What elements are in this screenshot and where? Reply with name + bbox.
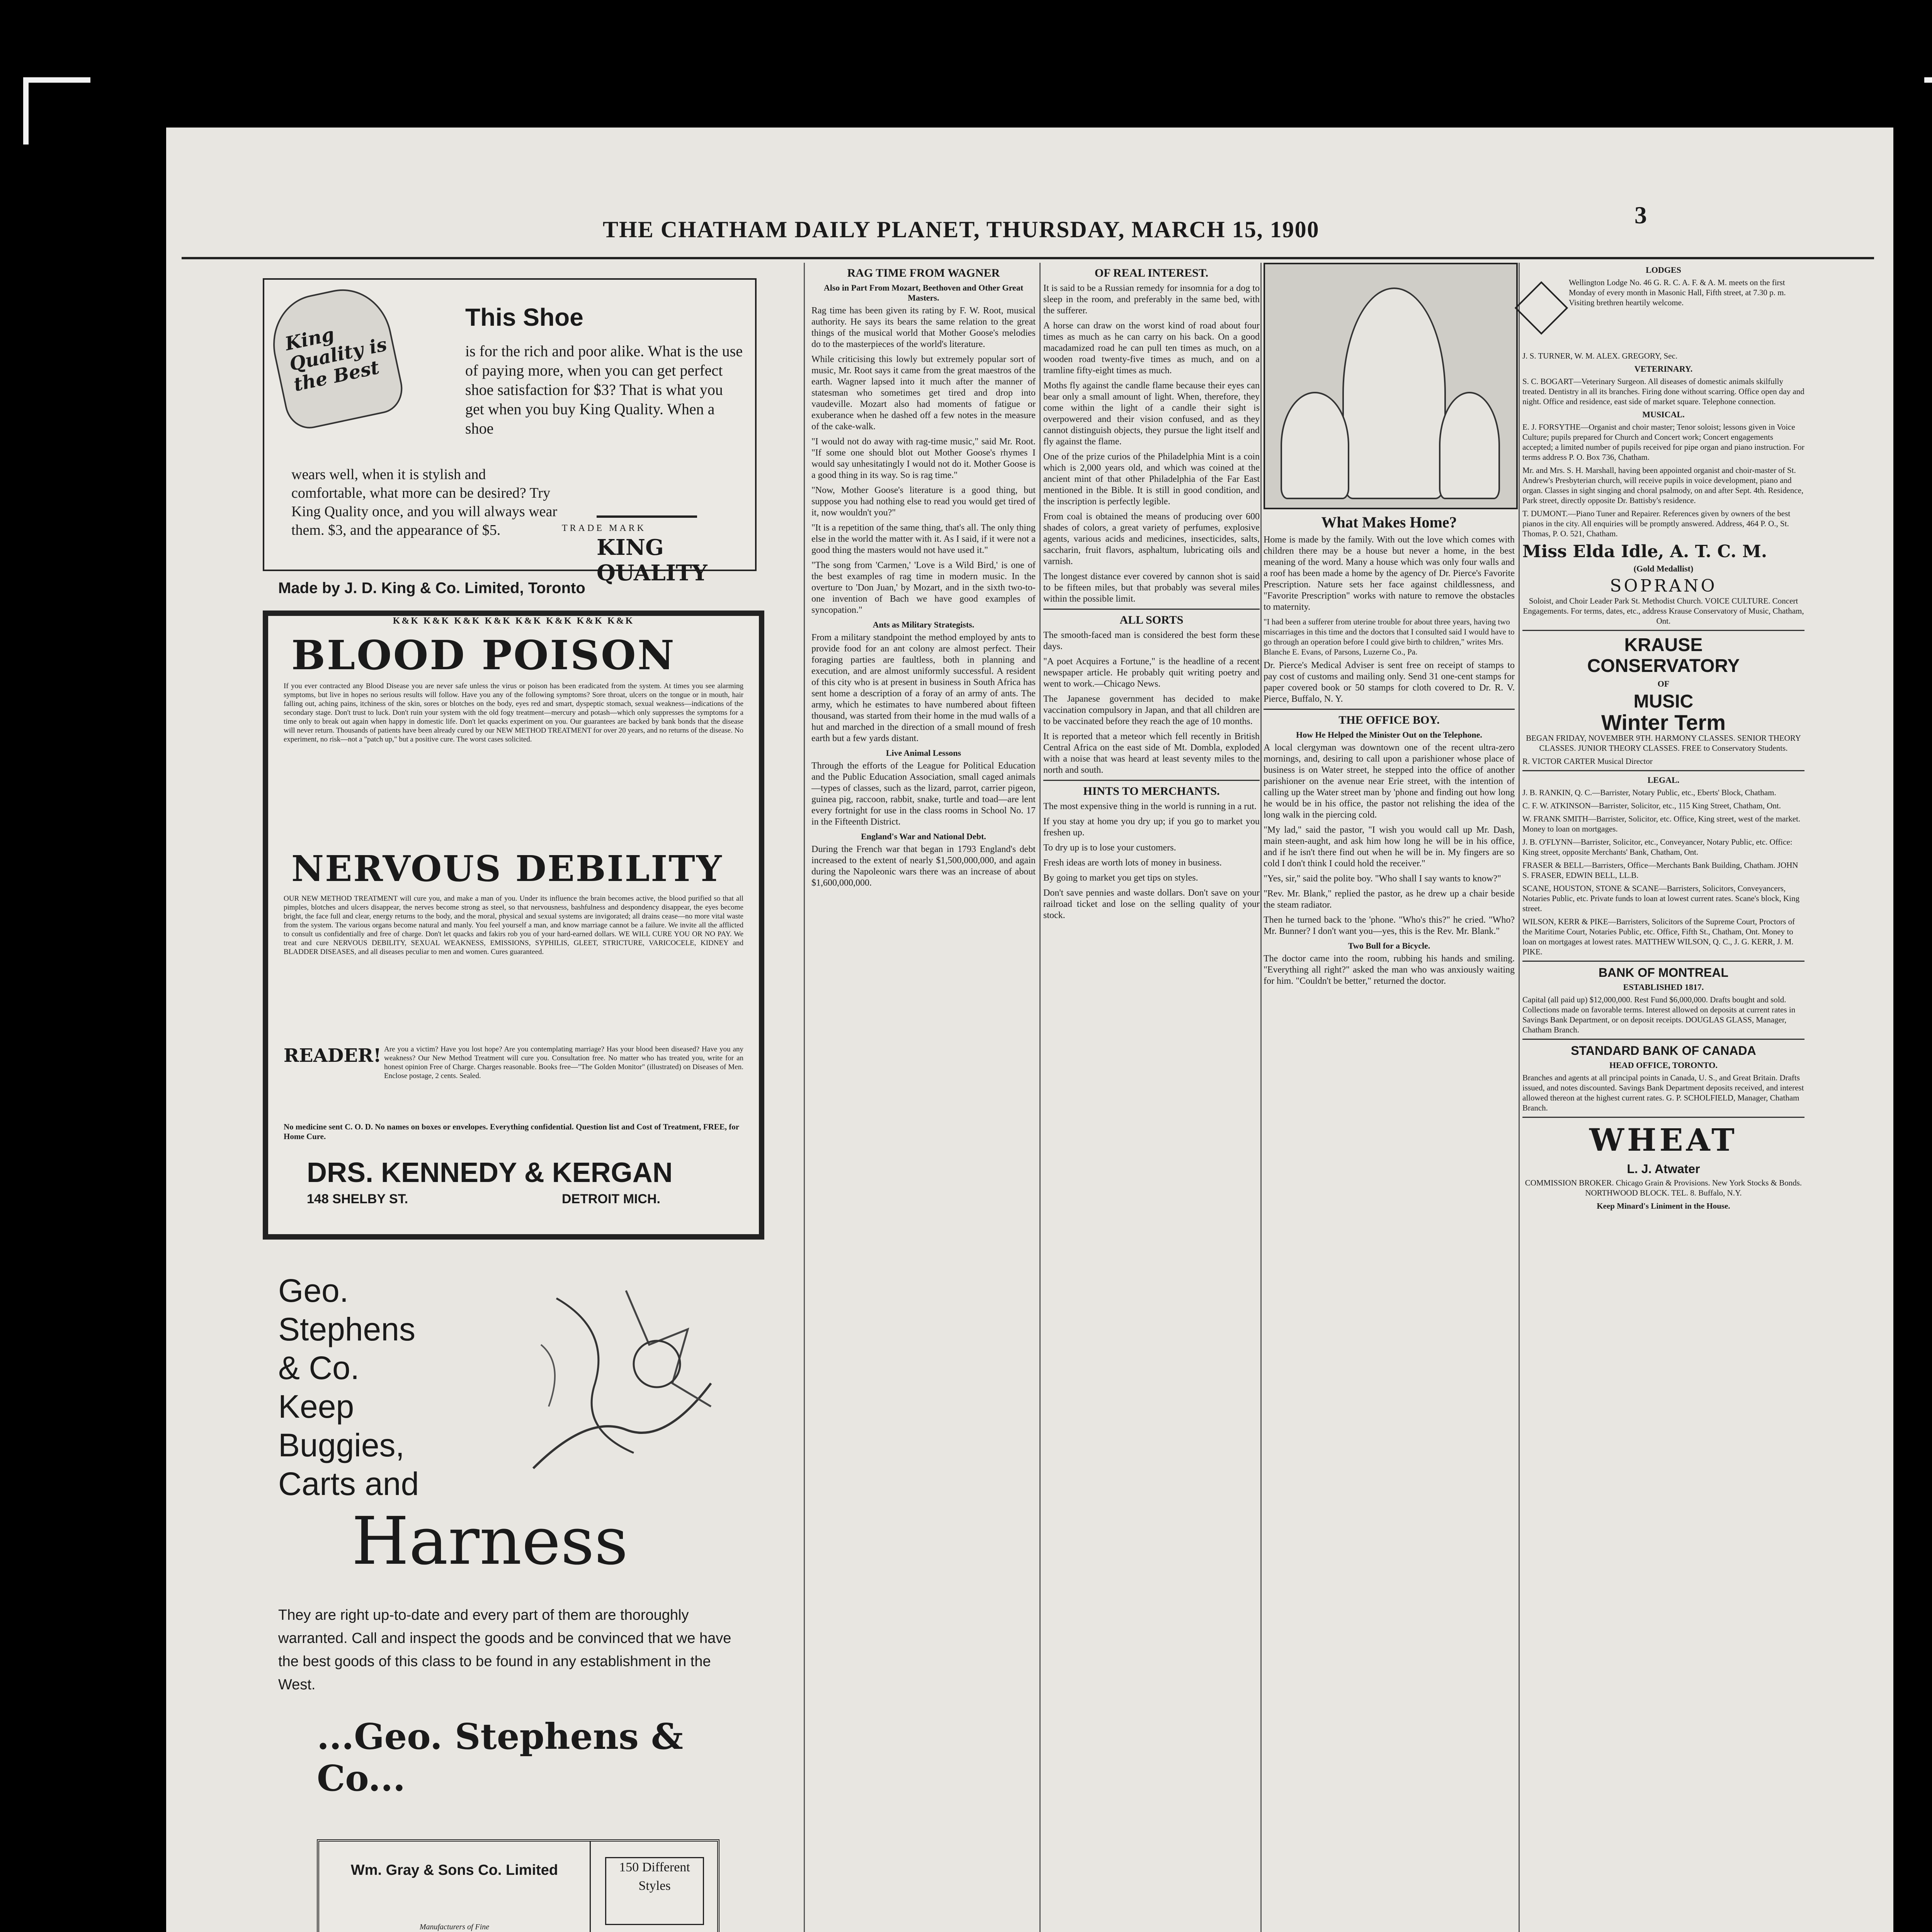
article-paragraph: "Now, Mother Goose's literature is a good thing, but suppose you had nothing else to read you would get tired of it, now wouldn't you?" bbox=[811, 485, 1036, 518]
article-paragraph: "Rev. Mr. Blank," replied the pastor, as he drew up a chair beside the steam radiator. bbox=[1264, 889, 1515, 910]
krause-name: CONSERVATORY bbox=[1587, 656, 1740, 676]
section-rule bbox=[1522, 1117, 1804, 1118]
listing: FRASER & BELL—Barristers, Office—Merchants Bank Building, Chatham. JOHN S. FRASER, EDWIN BELL, LL.B. bbox=[1522, 861, 1798, 880]
section-rule bbox=[1043, 780, 1260, 781]
blood-poison-ad bbox=[263, 611, 764, 1240]
krause-name: MUSIC bbox=[1633, 691, 1694, 712]
article-paragraph: A local clergyman was downtown one of the recent ultra-zero mornings, and, desiring to call upon a parishioner whose place of business is on Water street, he stepped into the office of another parishioner on the avenue near Erie street, with the intention of calling up the Water street man by 'phone and finding out how long he would be in his office, the pastor not relishing the idea of the long walk in the piercing cold. bbox=[1264, 743, 1515, 820]
listing: J. B. O'FLYNN—Barrister, Solicitor, etc., Conveyancer, Notary Public, etc. Office: King street, opposite Merchants' Bank, Chatham, Ont. bbox=[1522, 837, 1793, 857]
mother-children-engraving bbox=[1264, 263, 1518, 509]
article-paragraph: One of the prize curios of the Philadelphia Mint is a coin which is 2,000 years old, and which was coined at the ancient mint of that other Philadelphia of the Far East mentioned in the Bible. It is still in good condition, and the inscription is perfectly legible. bbox=[1043, 452, 1260, 507]
section-rule bbox=[1522, 630, 1804, 631]
king-quality-shoe-ad bbox=[263, 278, 757, 586]
section-rule bbox=[1522, 1039, 1804, 1040]
article-subhead: How He Helped the Minister Out on the Telephone. bbox=[1296, 730, 1482, 740]
masthead: THE CHATHAM DAILY PLANET, THURSDAY, MARCH 15, 1900 bbox=[603, 217, 1320, 242]
article-paragraph: The most expensive thing in the world is running in a rut. bbox=[1043, 801, 1257, 811]
article-headline: What Makes Home? bbox=[1321, 514, 1457, 531]
blood-poison-text: If you ever contracted any Blood Disease you are never safe unless the virus or poison has been eradicated from the system. At times you see alarming symptoms, but live in hopes no serious results will follow. Have you any of the following symptoms? Sore throat, ulcers on the tongue or in mouth, hair falling out, aching pains, itchiness of the skin, sores or blotches on the body, eyes red and smart, dyspeptic stomach, sexual weakness—indications of the secondary stage. Don't trust to luck. Don't ruin your system with the old fogy treatment—mercury and potash—which only suppresses the symptoms for a time only to break out again when happy in domestic life. Don't let quacks experiment on you. Our guarantees are backed by bank bonds that the disease will never return. Thousands of patients have been already cured by our NEW METHOD TREATMENT for over 20 years, and no returns of the disease. No experiment, no risk—not a "patch up," but a positive cure. The worst cases solicited. bbox=[284, 682, 743, 743]
reader-callout: READER! bbox=[284, 1045, 381, 1066]
blood-poison-heading: BLOOD POISON bbox=[291, 631, 676, 679]
bank-head-office: HEAD OFFICE, TORONTO. bbox=[1609, 1060, 1718, 1070]
elda-idle-medal: (Gold Medallist) bbox=[1633, 564, 1694, 573]
name-line: Keep bbox=[278, 1388, 354, 1425]
article-paragraph: Rag time has been given its rating by F. W. Root, musical authority. He says its bears the same relation to the great things of the musical world that Mother Goose's melodies do to the masterpieces of the world's literature. bbox=[811, 306, 1036, 349]
article-paragraph: Home is made by the family. With out the love which comes with children there may be a house but never a home, in the best meaning of the word. Many a house which was only four walls and a roof has been made a home by the agency of Dr. Pierce's Favorite Prescription. Nature sets her face against childlessness, and "Favorite Prescription" works with nature to remove the obstacles to maternity. bbox=[1264, 535, 1515, 612]
stephens-ad-body: They are right up-to-date and every part of them are thoroughly warranted. Call and inspect the goods and be convinced that we have the best goods of this class to be found in any establishment in the West. bbox=[278, 1607, 731, 1693]
article-paragraph: "A poet Acquires a Fortune," is the headline of a recent newspaper article. He probably quit writing poetry and went to work.—Chicago News. bbox=[1043, 656, 1260, 689]
listing: E. J. FORSYTHE—Organist and choir master; Tenor soloist; lessons given in Voice Culture; pupils prepared for Church and Concert work; Concert engagements accepted; a limited number of pupils received for pipe organ and piano instruction. For terms address P. O. Box 736, Chatham. bbox=[1522, 422, 1804, 462]
crown-icon bbox=[597, 473, 697, 518]
section-heading: VETERINARY. bbox=[1634, 364, 1693, 374]
section-rule bbox=[1522, 961, 1804, 962]
listing: Capital (all paid up) $12,000,000. Rest Fund $6,000,000. Drafts bought and sold. Collections made on favorable terms. Interest allowed on deposits at current rates in Savings Bank Department, or on deposit receipts. DOUGLAS GLASS, Manager, Chatham Branch. bbox=[1522, 995, 1796, 1034]
bank-established: ESTABLISHED 1817. bbox=[1623, 982, 1704, 992]
masonic-emblem-icon bbox=[1515, 281, 1568, 335]
figure-engraving bbox=[1342, 287, 1446, 499]
article-paragraph: While criticising this lowly but extremely popular sort of music, Mr. Root says it came from the great maestros of the earth. Wagner lapsed into it much after the manner of statesman who sometimes get tired and drop into vaudeville. Mozart also had moments of fatigue or exuberance when he dashed off a few notes in the measure of the cake-walk. bbox=[811, 354, 1036, 432]
advertisement-column bbox=[263, 263, 773, 1932]
section-rule bbox=[1264, 709, 1515, 710]
name-line: Geo. bbox=[278, 1272, 349, 1309]
figure-engraving bbox=[1439, 392, 1500, 499]
article-paragraph: "I would not do away with rag-time music," said Mr. Root. "If some one should blot out Mother Goose's rhymes I would say unhesitatingly I would not do it. Mother Goose is a good thing in its way. So is rag time." bbox=[811, 437, 1036, 480]
brand-name: KING QUALITY bbox=[597, 535, 707, 586]
article-paragraph: If you stay at home you dry up; if you go to market you freshen up. bbox=[1043, 816, 1260, 838]
ad-border-text: K&K K&K K&K K&K K&K K&K K&K K&K bbox=[393, 616, 634, 626]
article-paragraph: "Yes, sir," said the polite boy. "Who shall I say wants to know?" bbox=[1264, 874, 1501, 884]
crop-mark-top-right bbox=[1924, 77, 1932, 145]
badge-text: King Quality is the Best bbox=[283, 323, 389, 396]
doctors-city: DETROIT MICH. bbox=[562, 1192, 660, 1206]
article-paragraph: The longest distance ever covered by cannon shot is said to be fifteen miles, but that probably was several miles within the possible limit. bbox=[1043, 571, 1260, 604]
listing: S. C. BOGART—Veterinary Surgeon. All diseases of domestic animals skilfully treated. Dentistry in all its branches. Firing done without scarring. Office open day and night. Office and residence, east side of market square. Telephone connection. bbox=[1522, 377, 1804, 406]
article-paragraph: Moths fly against the candle flame because their eyes can bear only a small amount of light. When, therefore, they come within the light of a candle their sight is overpowered and their vision confused, and as they cannot distinguish objects, they pursue the light itself and fly against the flame. bbox=[1043, 381, 1260, 447]
stephens-name-lines bbox=[278, 1271, 419, 1503]
section-rule bbox=[1043, 609, 1260, 610]
ragtime-article-column bbox=[811, 263, 1036, 1932]
gray-manufacturers: Manufacturers of Fine bbox=[419, 1923, 490, 1931]
article-paragraph: The doctor came into the room, rubbing his hands and smiling. "Everything all right?" asked the man who was anxiously waiting for him. "Couldn't be better," returned the doctor. bbox=[1264, 954, 1515, 986]
listing: T. DUMONT.—Piano Tuner and Repairer. References given by owners of the best pianos in the city. All enquiries will be promptly answered. Address, 464 P. O., St. Thomas, P. O. 521, Chatham. bbox=[1522, 509, 1791, 538]
bank-name: BANK OF MONTREAL bbox=[1599, 966, 1728, 980]
harness-sketch-illustration bbox=[510, 1267, 726, 1484]
king-quality-badge-image bbox=[264, 281, 407, 433]
article-paragraph: From a military standpoint the method employed by ants to provide food for an ant colony are almost perfect. Their foraging parties are faultless, both in planning and execution, and are almost uniformly successful. A resident of this city who is at present in business in South Africa has sent home a description of a foray of an army of ants. The army, which he estimates to have numbered about fifteen thousand, was started from their home in the mud walls of a hut and marched in the direction of a small mound of fresh earth but a few yards distant. bbox=[811, 633, 1036, 743]
listing: SCANE, HOUSTON, STONE & SCANE—Barristers, Solicitors, Conveyancers, Notaries Public, etc. Private funds to loan at lowest current rates. Scane's block, King street. bbox=[1522, 884, 1800, 913]
article-paragraph: The smooth-faced man is considered the best form these days. bbox=[1043, 630, 1260, 651]
interest-column bbox=[1043, 263, 1260, 1932]
doctors-street: 148 SHELBY ST. bbox=[307, 1192, 408, 1206]
listing: C. F. W. ATKINSON—Barrister, Solicitor, etc., 115 King Street, Chatham, Ont. bbox=[1522, 801, 1781, 810]
soprano-label: SOPRANO bbox=[1610, 576, 1717, 596]
krause-name: OF bbox=[1657, 679, 1670, 689]
listing: Branches and agents at all principal points in Canada, U. S., and Great Britain. Drafts issued, and notes discounted. Savings Bank Department deposits received, and interest allowed thereon at the highest current rates. G. P. SCHOLFIELD, Manager, Chatham Branch. bbox=[1522, 1073, 1804, 1112]
reader-text: Are you a victim? Have you lost hope? Are you contemplating marriage? Has your blood been diseased? Have you any weakness? Our New Method Treatment will cure you. Consultation free. No matter who has treated you, write for an honest opinion Free of Charge. Charges reasonable. Books free—"The Golden Monitor" (illustrated) on Diseases of Men. Enclose postage, 2 cents. Sealed. bbox=[384, 1045, 743, 1080]
column-divider bbox=[1260, 263, 1262, 1932]
article-paragraph: Through the efforts of the League for Political Education and the Public Education Association, small caged animals—types of classes, such as the lizard, parrot, carrier pigeon, guinea pig, raccoon, rabbit, snake, turtle and toad—are lent every fortnight for use in the class rooms in School No. 17 in the Fifteenth District. bbox=[811, 761, 1036, 827]
page-number: 3 bbox=[1634, 201, 1647, 229]
article-paragraph: "My lad," said the pastor, "I wish you would call up Mr. Dash, main steen-aught, and ask him how long he will be in his office, and if he isn't there find out when he will be in. My fingers are so cold I don't think I could hold the receiver." bbox=[1264, 825, 1515, 869]
director-line: R. VICTOR CARTER Musical Director bbox=[1522, 757, 1653, 766]
directory-column bbox=[1522, 263, 1804, 1932]
figure-engraving bbox=[1281, 392, 1349, 499]
article-headline: RAG TIME FROM WAGNER bbox=[847, 267, 1000, 279]
article-paragraph: To dry up is to lose your customers. bbox=[1043, 843, 1176, 853]
listing: COMMISSION BROKER. Chicago Grain & Provisions. New York Stocks & Bonds. NORTHWOOD BLOCK. TEL. 8. Buffalo, N.Y. bbox=[1525, 1178, 1802, 1197]
listing: J. B. RANKIN, Q. C.—Barrister, Notary Public, etc., Eberts' Block, Chatham. bbox=[1522, 788, 1776, 797]
section-heading: LODGES bbox=[1646, 265, 1681, 275]
article-subhead: Also in Part From Mozart, Beethoven and Other Great Masters. bbox=[823, 283, 1024, 303]
name-line: & Co. bbox=[278, 1350, 360, 1386]
shoe-ad-body: is for the rich and poor alike. What is the use of paying more, when you can get perfect shoe satisfaction for $3? That is what you get when you buy King Quality. When a shoe bbox=[465, 342, 743, 437]
article-paragraph: During the French war that began in 1793 England's debt increased to the extent of nearly $1,500,000,000, and again during the Napoleonic wars there was an increase of about $1,600,000,000. bbox=[811, 844, 1036, 888]
testimonial-text: "I had been a sufferer from uterine trouble for about three years, having two miscarriages in this time and the doctors that I consulted said I would have to go through an operation before I could give birth to children," writes Mrs. Blanche E. Evans, of Parsons, Luzerne Co., Pa. bbox=[1264, 617, 1515, 656]
confidential-notice: No medicine sent C. O. D. No names on boxes or envelopes. Everything confidential. Question list and Cost of Treatment, FREE, for Home Cure. bbox=[284, 1122, 739, 1141]
name-line: Buggies, bbox=[278, 1427, 405, 1463]
wheat-heading: WHEAT bbox=[1589, 1122, 1738, 1158]
section-rule bbox=[1522, 770, 1804, 771]
article-paragraph: The Japanese government has decided to make vaccination compulsory in Japan, and that all children are to be vaccinated before they reach the age of 10 months. bbox=[1043, 694, 1260, 726]
listing: W. FRANK SMITH—Barrister, Solicitor, etc. Office, King street, west of the market. Money to loan on mortgages. bbox=[1522, 814, 1801, 833]
listing: Mr. and Mrs. S. H. Marshall, having been appointed organist and choir-master of St. Andrew's Presbyterian church, will receive pupils in voice development, piano and organ. Classes in sight singing and choral psalmody, on and after Sept. 4th. Residence, Park street, directly opposite Dr. Battisby's residence. bbox=[1522, 466, 1804, 505]
gray-carriages-ad bbox=[317, 1839, 719, 1932]
masthead-rule bbox=[182, 257, 1874, 259]
column-divider bbox=[1519, 263, 1520, 1932]
article-paragraph: "It is a repetition of the same thing, that's all. The only thing else in the world the matter with it. As I said, if it were not a good thing the masters would not have used it." bbox=[811, 523, 1036, 555]
column-divider bbox=[1039, 263, 1041, 1932]
shoe-ad-maker: Made by J. D. King & Co. Limited, Toronto bbox=[278, 580, 585, 597]
bank-name: STANDARD BANK OF CANADA bbox=[1571, 1044, 1756, 1058]
shoe-ad-title: This Shoe bbox=[465, 303, 583, 331]
article-subhead: England's War and National Debt. bbox=[861, 832, 986, 841]
doctors-name: DRS. KENNEDY & KERGAN bbox=[307, 1157, 673, 1188]
article-subhead: Two Bull for a Bicycle. bbox=[1348, 941, 1430, 951]
article-paragraph: Fresh ideas are worth lots of money in business. bbox=[1043, 858, 1222, 868]
styles-box: 150 Different Styles bbox=[605, 1857, 704, 1925]
shoe-ad-body-continued: wears well, when it is stylish and comfortable, what more can be desired? Try King Quality once, and you will always wear them. $3, and the appearance of $5. bbox=[291, 466, 558, 538]
krause-name: KRAUSE bbox=[1624, 635, 1703, 655]
article-paragraph: Then he turned back to the 'phone. "Who's this?" he cried. "Who? Mr. Bunner? I don't want you—yes, this is the Rev. Mr. Blank." bbox=[1264, 915, 1515, 936]
listing: Soloist, and Choir Leader Park St. Methodist Church. VOICE CULTURE. Concert Engagements. For terms, dates, etc., address Krause Conservatory of Music, Chatham, Ont. bbox=[1523, 596, 1804, 626]
article-headline: HINTS TO MERCHANTS. bbox=[1083, 785, 1220, 798]
article-headline: ALL SORTS bbox=[1119, 614, 1184, 626]
nervous-debility-heading: NERVOUS DEBILITY bbox=[291, 848, 723, 889]
listing: WILSON, KERR & PIKE—Barristers, Solicitors of the Supreme Court, Proctors of the Maritime Court, Notaries Public, etc. Office, Fifth St., Chatham, Ont. Money to loan on mortgages at lowest rates. MATTHEW WILSON, Q. C., J. G. KERR, J. M. PIKE. bbox=[1522, 917, 1795, 956]
home-article-column bbox=[1264, 263, 1515, 1932]
article-paragraph: It is said to be a Russian remedy for insomnia for a dog to sleep in the room, and preferably in the same bed, with the sufferer. bbox=[1043, 283, 1260, 316]
article-subhead: Live Animal Lessons bbox=[886, 748, 961, 758]
article-paragraph: "The song from 'Carmen,' 'Love is a Wild Bird,' is one of the best examples of rag time in modern music. In the overture to 'Don Juan,' by Mozart, and in the sixth two-to-one invention of Bach we have good examples of syncopation." bbox=[811, 560, 1036, 615]
section-heading: LEGAL. bbox=[1647, 775, 1680, 785]
trade-mark-label: TRADE MARK bbox=[562, 523, 646, 533]
gray-company-name: Wm. Gray & Sons Co. Limited bbox=[350, 1862, 558, 1878]
article-paragraph: Don't save pennies and waste dollars. Don't save on your railroad ticket and lose on the selling quality of your stock. bbox=[1043, 888, 1260, 920]
lodge-text: Wellington Lodge No. 46 G. R. C. A. F. & A. M. meets on the first Monday of every month in Masonic Hall, Fifth street, at 7.30 p. m. Visiting brethren heartily welcome. bbox=[1569, 278, 1786, 307]
footer-notice: Keep Minard's Liniment in the House. bbox=[1597, 1201, 1730, 1211]
article-headline: OF REAL INTEREST. bbox=[1094, 267, 1209, 279]
nervous-debility-text: OUR NEW METHOD TREATMENT will cure you, and make a man of you. Under its influence the brain becomes active, the blood purified so that all pimples, blotches and ulcers disappear, the nerves become strong as steel, so that nervousness, bashfulness and despondency disappear, the eyes become bright, the face full and clear, energy returns to the body, and the moral, physical and sexual systems are invigorated; all drains cease—no more vital waste from the system. The various organs become natural and manly. You feel yourself a man, and know marriage cannot be a failure. We invite all the afflicted to consult us confidentially and free of charge. Don't let quacks and fakirs rob you of your hard-earned dollars. WE WILL CURE YOU OR NO PAY. We treat and cure NERVOUS DEBILITY, SEXUAL WEAKNESS, EMISSIONS, SYPHILIS, GLEET, STRICTURE, VARICOCELE, KIDNEY and BLADDER DISEASES, and all diseases peculiar to men and women. Cures guaranteed. bbox=[284, 895, 743, 956]
column-divider bbox=[804, 263, 805, 1932]
elda-idle-name: Miss Elda Idle, A. T. C. M. bbox=[1522, 542, 1767, 561]
stephens-harness-ad bbox=[263, 1256, 753, 1804]
article-paragraph: From coal is obtained the means of producing over 600 shades of colors, a great variety of perfumes, explosive agents, various acids and medicines, insecticides, salts, saccharin, fruit flavors, asphaltum, lubricating oils and varnish. bbox=[1043, 512, 1260, 566]
article-paragraph: Dr. Pierce's Medical Adviser is sent free on receipt of stamps to pay cost of customs and mailing only. Send 31 one-cent stamps for paper covered book or 50 stamps for cloth covered to Dr. R. V. Pierce, Buffalo, N. Y. bbox=[1264, 660, 1515, 704]
lodge-notice bbox=[1522, 277, 1804, 351]
article-headline: THE OFFICE BOY. bbox=[1338, 714, 1440, 726]
article-paragraph: By going to market you get tips on styles. bbox=[1043, 873, 1198, 883]
broker-name: L. J. Atwater bbox=[1627, 1162, 1700, 1176]
harness-heading: Harness bbox=[352, 1503, 628, 1580]
article-subhead: Ants as Military Strategists. bbox=[872, 620, 975, 629]
article-paragraph: A horse can draw on the worst kind of road about four times as much as he can carry on his back. On a good macadamized road he can pull ten times as much, on a wooden road twenty-five times as much, and on a tramline fifty-eight times as much. bbox=[1043, 321, 1260, 376]
name-line: Carts and bbox=[278, 1466, 419, 1502]
lodge-officers: J. S. TURNER, W. M. ALEX. GREGORY, Sec. bbox=[1522, 351, 1678, 361]
name-line: Stephens bbox=[278, 1311, 415, 1347]
section-heading: MUSICAL. bbox=[1642, 410, 1685, 419]
winter-term-heading: Winter Term bbox=[1601, 710, 1726, 735]
gray-ad-main-panel bbox=[319, 1842, 591, 1932]
article-paragraph: It is reported that a meteor which fell recently in British Central Africa on the east side of Mt. Dombla, exploded with a noise that was heard at least seventy miles to the north and south. bbox=[1043, 731, 1260, 775]
stephens-signature: ...Geo. Stephens & Co... bbox=[317, 1716, 683, 1799]
listing: BEGAN FRIDAY, NOVEMBER 9TH. HARMONY CLASSES. SENIOR THEORY CLASSES. JUNIOR THEORY CLASSES. FREE to Conservatory Students. bbox=[1526, 733, 1801, 753]
crop-mark-top-left bbox=[23, 77, 90, 145]
